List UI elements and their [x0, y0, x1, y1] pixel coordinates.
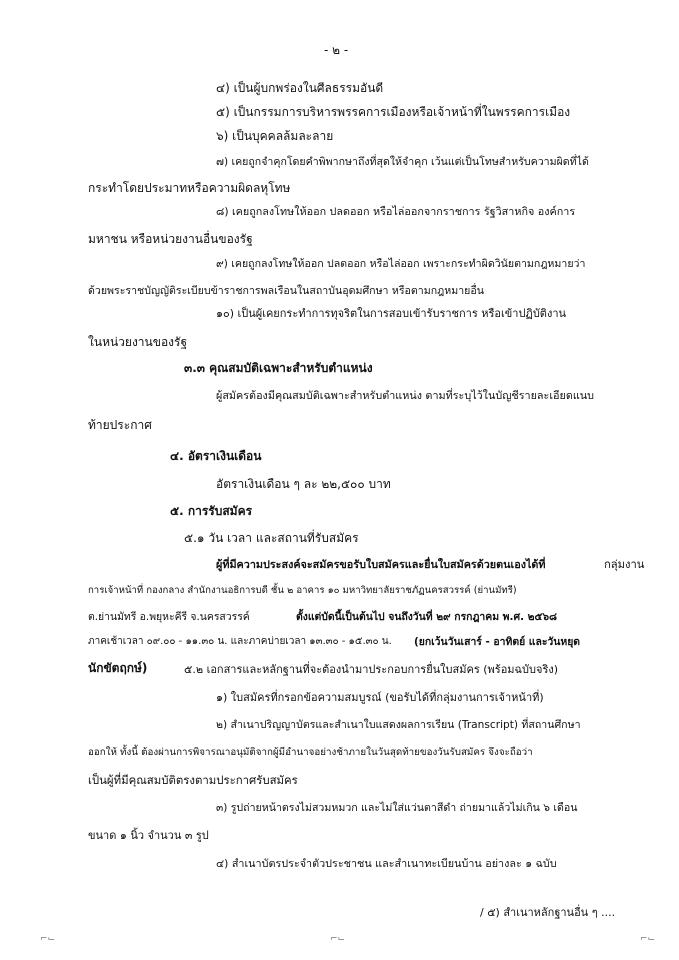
scan-mark-center: ⌐⌙ — [330, 934, 346, 944]
document-item-2-cont-2: เป็นผู้ที่มีคุณสมบัติตรงตามประกาศรับสมัคร — [88, 773, 298, 787]
list-item-7-cont: กระทำโดยประมาทหรือความผิดลหุโทษ — [88, 181, 291, 195]
application-place-unit: กลุ่มงาน — [604, 558, 645, 571]
document-item-2: ๒) สำเนาปริญญาบัตรและสำเนาใบแสดงผลการเรียน (Transcript) ที่สถานศึกษา — [216, 719, 581, 731]
continuation-note: / ๕) สำเนาหลักฐานอื่น ๆ .... — [480, 906, 616, 919]
list-item-9: ๙) เคยถูกลงโทษให้ออก ปลดออก หรือไล่ออก เพราะกระทำผิดวินัยตามกฎหมายว่า — [216, 258, 586, 270]
scan-mark-left: ⌐⌙ — [40, 934, 56, 944]
application-period: ตั้งแต่บัดนี้เป็นต้นไป จนถึงวันที่ ๒๙ กรกฎาคม พ.ศ. ๒๕๖๘ — [296, 611, 557, 623]
document-item-4: ๔) สำเนาบัตรประจำตัวประชาชน และสำเนาทะเบียนบ้าน อย่างละ ๑ ฉบับ — [216, 857, 557, 870]
section-5-heading: ๕. การรับสมัคร — [170, 504, 253, 518]
document-item-3: ๓) รูปถ่ายหน้าตรงไม่สวมหมวก และไม่ใส่แว่นตาสีดำ ถ่ายมาแล้วไม่เกิน ๖ เดือน — [216, 802, 578, 814]
section-5-1-heading: ๕.๑ วัน เวลา และสถานที่รับสมัคร — [184, 531, 359, 545]
list-item-10: ๑๐) เป็นผู้เคยกระทำการทุจริตในการสอบเข้ารับราชการ หรือเข้าปฏิบัติงาน — [216, 307, 567, 320]
list-item-4: ๔) เป็นผู้บกพร่องในศีลธรรมอันดี — [216, 81, 384, 95]
list-item-6: ๖) เป็นบุคคลล้มละลาย — [216, 129, 334, 143]
list-item-5: ๕) เป็นกรรมการบริหารพรรคการเมืองหรือเจ้าหน้าที่ในพรรคการเมือง — [216, 105, 571, 119]
section-4-heading: ๔. อัตราเงินเดือน — [170, 449, 262, 463]
list-item-8: ๘) เคยถูกลงโทษให้ออก ปลดออก หรือไล่ออกจากราชการ รัฐวิสาหกิจ องค์การ — [216, 205, 576, 218]
list-item-7: ๗) เคยถูกจำคุกโดยคำพิพากษาถึงที่สุดให้จำคุก เว้นแต่เป็นโทษสำหรับความผิดที่ได้ — [216, 156, 589, 168]
list-item-8-cont: มหาชน หรือหน่วยงานอื่นของรัฐ — [88, 232, 253, 246]
list-item-10-cont: ในหน่วยงานของรัฐ — [88, 335, 188, 349]
application-district: ต.ย่านมัทรี อ.พยุหะคีรี จ.นครสวรรค์ — [88, 611, 250, 623]
application-hours: ภาคเช้าเวลา ๐๙.๐๐ - ๑๑.๓๐ น. และภาคบ่ายเวลา ๑๓.๓๐ - ๑๕.๓๐ น. — [88, 636, 392, 647]
page-number: - ๒ - — [324, 43, 349, 57]
section-3-3-text-cont: ท้ายประกาศ — [88, 418, 152, 432]
list-item-9-cont: ด้วยพระราชบัญญัติระเบียบข้าราชการพลเรือนในสถาบันอุดมศึกษา หรือตามกฎหมายอื่น — [88, 285, 484, 297]
scan-mark-right: ⌐⌙ — [640, 934, 656, 944]
application-exceptions-cont: นักขัตฤกษ์) — [88, 661, 148, 675]
application-exceptions: (ยกเว้นวันเสาร์ - อาทิตย์ และวันหยุด — [414, 636, 581, 648]
section-3-3-heading: ๓.๓ คุณสมบัติเฉพาะสำหรับตำแหน่ง — [184, 361, 373, 375]
document-item-3-cont: ขนาด ๑ นิ้ว จำนวน ๓ รูป — [88, 829, 209, 842]
document-item-1: ๑) ใบสมัครที่กรอกข้อความสมบูรณ์ (ขอรับได้ที่กลุ่มงานการเจ้าหน้าที่) — [216, 691, 544, 704]
application-place-address: การเจ้าหน้าที่ กองกลาง สำนักงานอธิการบดี ชั้น ๒ อาคาร ๑๐ มหาวิทยาลัยราชภัฏนครสวรรค์ (ย่านมัทรี) — [88, 585, 517, 596]
document-item-2-cont: ออกให้ ทั้งนี้ ต้องผ่านการพิจารณาอนุมัติจากผู้มีอำนาจอย่างช้าภายในวันสุดท้ายของวันรับสมัคร จึงจะถือว่า — [88, 747, 533, 758]
section-5-2-heading: ๕.๒ เอกสารและหลักฐานที่จะต้องนำมาประกอบการยื่นใบสมัคร (พร้อมฉบับจริง) — [184, 663, 559, 676]
application-place-text: ผู้ที่มีความประสงค์จะสมัครขอรับใบสมัครและยื่นใบสมัครด้วยตนเองได้ที่ — [216, 558, 546, 571]
salary-text: อัตราเงินเดือน ๆ ละ ๒๒,๕๐๐ บาท — [216, 477, 391, 491]
section-3-3-text: ผู้สมัครต้องมีคุณสมบัติเฉพาะสำหรับตำแหน่ง ตามที่ระบุไว้ในบัญชีรายละเอียดแนบ — [216, 389, 595, 402]
